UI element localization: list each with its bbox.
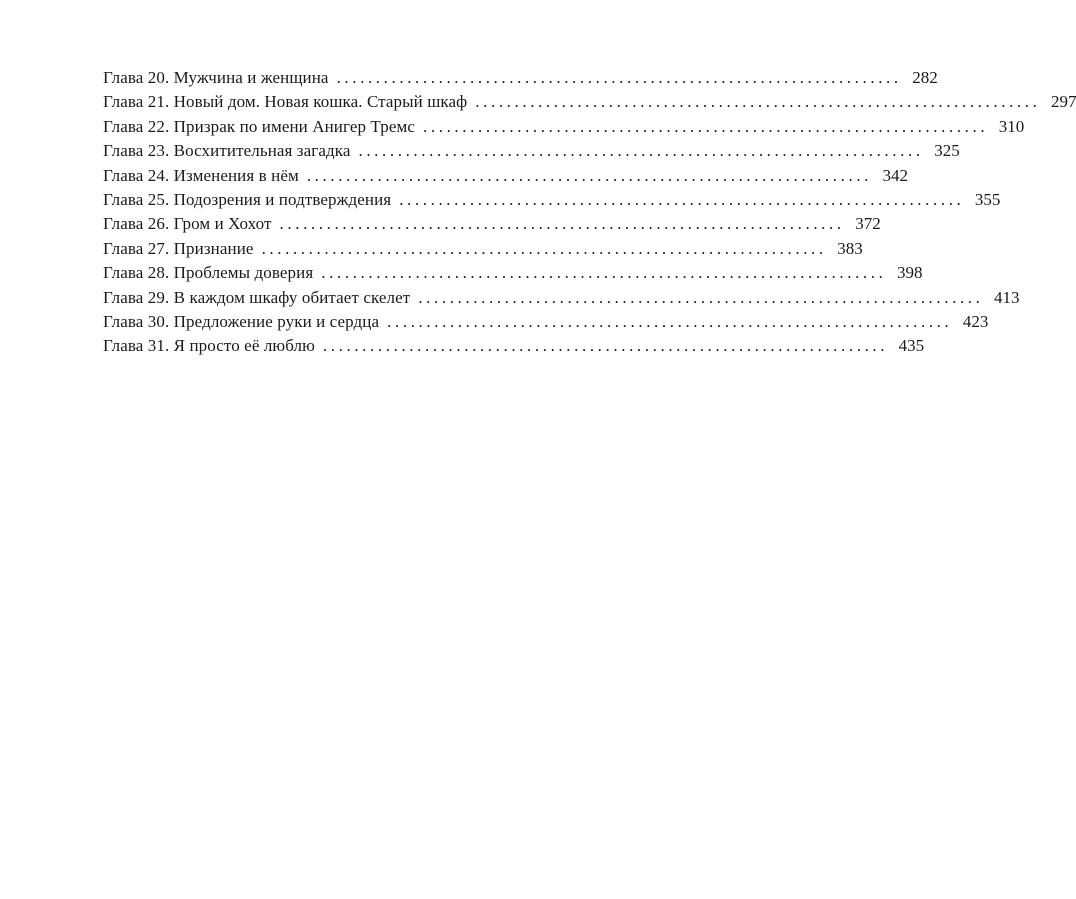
toc-entry-title: Глава 27. Признание — [103, 238, 254, 258]
toc-entry — [103, 237, 863, 261]
toc-leader-dots: ........................................................................ — [475, 92, 1041, 112]
toc-entry-title: Глава 21. Новый дом. Новая кошка. Старый шкаф — [103, 92, 468, 112]
toc-entry-page: 355 — [974, 189, 1001, 209]
toc-entry-page: 325 — [934, 141, 960, 161]
toc-entry — [103, 286, 1020, 310]
toc-entry-page: 413 — [994, 287, 1020, 307]
toc-entry-title: Глава 22. Призрак по имени Анигер Тремс — [103, 116, 416, 136]
toc-entry-page: 342 — [882, 165, 909, 185]
toc-entry — [103, 261, 923, 285]
toc-leader-dots: ........................................................................ — [418, 287, 984, 307]
toc-leader-dots: ........................................................................ — [261, 238, 827, 258]
toc-entry-title: Глава 31. Я просто её люблю — [103, 336, 315, 356]
toc-entry — [103, 212, 881, 236]
toc-entry-page: 383 — [837, 238, 863, 258]
toc-entry-title: Глава 29. В каждом шкафу обитает скелет — [103, 287, 411, 307]
toc-leader-dots: ........................................................................ — [387, 311, 953, 331]
toc-entry — [103, 164, 909, 188]
toc-leader-dots: ........................................................................ — [279, 214, 845, 234]
toc-entry — [103, 90, 1076, 114]
toc-entry-title: Глава 24. Изменения в нём — [103, 165, 299, 185]
toc-leader-dots: ........................................................................ — [321, 263, 887, 283]
toc-entry — [103, 139, 960, 163]
toc-leader-dots: ........................................................................ — [322, 336, 889, 356]
toc-leader-dots: ........................................................................ — [399, 189, 965, 209]
toc-entry-page: 398 — [896, 263, 923, 283]
toc-entry-page: 372 — [855, 214, 881, 234]
toc-leader-dots: ........................................................................ — [423, 116, 989, 136]
toc-entry-page: 435 — [898, 336, 925, 356]
toc-entry-page: 310 — [998, 116, 1025, 136]
toc-entry-page: 423 — [962, 311, 989, 331]
toc-entry — [103, 115, 1025, 139]
toc-entry — [103, 66, 938, 90]
toc-leader-dots: ........................................................................ — [358, 141, 924, 161]
toc-entry-title: Глава 26. Гром и Хохот — [103, 214, 272, 234]
toc-entry-page: 297 — [1050, 92, 1076, 112]
toc-entry-title: Глава 30. Предложение руки и сердца — [103, 311, 380, 331]
toc-entry-title: Глава 23. Восхитительная загадка — [103, 141, 351, 161]
toc-entry — [103, 188, 1001, 212]
toc-entry-page: 282 — [912, 68, 938, 87]
toc-leader-dots: ........................................................................ — [306, 165, 873, 185]
toc-entry-title: Глава 28. Проблемы доверия — [103, 263, 314, 283]
toc-entry-title: Глава 20. Мужчина и женщина — [103, 68, 329, 87]
table-of-contents — [103, 66, 1076, 359]
toc-leader-dots: ........................................................................ — [336, 68, 902, 87]
toc-entry — [103, 334, 925, 358]
toc-entry — [103, 310, 989, 334]
toc-entry-title: Глава 25. Подозрения и подтверждения — [103, 189, 392, 209]
